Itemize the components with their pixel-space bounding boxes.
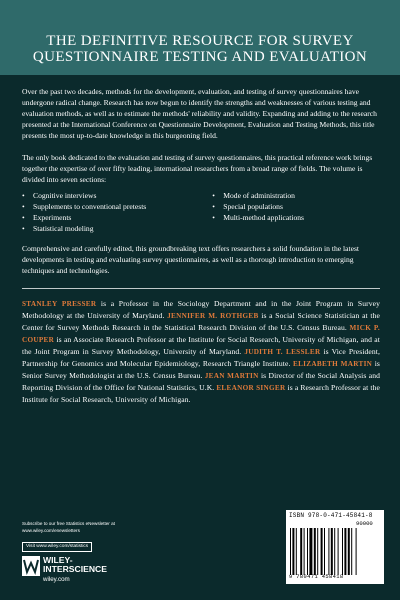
newsletter-text: Subscribe to our free Statistics eNewsletter at [22, 521, 115, 526]
section-item: • Cognitive interviews [22, 190, 146, 201]
author-bio-text: is an Associate Research Professor at the Institute for Social Research, University of Michigan, and at the Joint Program in Survey Methodology, University of Maryland. [22, 335, 380, 356]
overview-paragraph: The only book dedicated to the evaluation and testing of survey questionnaires, this practical reference work brings together the expertise of over fifty leading, international researchers from a broad range of fields. The volume is divided into seven sections: [22, 153, 373, 184]
author-name: ELIZABETH MARTIN [292, 360, 373, 368]
author-name: JUDITH T. LESSLER [244, 348, 321, 356]
sections-list-left [22, 190, 146, 234]
author-bio-text: is a Professor in the Sociology Department and in the Joint Program in Survey Methodology at the University of Maryland. [22, 299, 380, 320]
section-item: • Experiments [22, 212, 146, 223]
author-name: MICK P. COUPER [22, 324, 380, 344]
wiley-w-icon [22, 556, 40, 576]
main-content [22, 86, 380, 405]
intro-paragraph: Over the past two decades, methods for the development, evaluation, and testing of survey questionnaires have undergone radical change. Research has now begun to identify the strengths and weaknesses of various testing and evaluation methods, as well as to estimate the methods' reliability and validity. Expanding and adding to the research presented at the International Conference on Questionnaire Development, Evaluation and Testing Methods, this title presents the most up-to-date knowledge in this burgeoning field. [22, 87, 377, 140]
header-title-line2: QUESTIONNAIRE TESTING AND EVALUATION [32, 49, 368, 65]
author-name: ELEANOR SINGER [216, 384, 286, 392]
header-banner [0, 0, 400, 75]
newsletter-link[interactable]: www.wiley.com/enewsletters [22, 527, 80, 533]
author-bio-text: is Director of the Social Analysis and Reporting Division of the Office for National Statistics, U.K. [22, 371, 381, 392]
publisher-logo [22, 556, 222, 576]
author-name: JENNIFER M. ROTHGEB [167, 312, 259, 320]
isbn-barcode [286, 510, 384, 584]
author-bio-text: is Senior Survey Methodologist at the U.S. Census Bureau. [22, 359, 380, 380]
sections-list [22, 190, 322, 234]
barcode-number: 9 780471 458418 [289, 574, 344, 580]
author-name: JEAN MARTIN [204, 372, 259, 380]
price-code: 90000 [356, 520, 373, 527]
logo-url: wiley.com [43, 576, 70, 583]
author-bio-text: is a Social Science Statistician at the Center for Survey Methods Research in the Statistical Research Division of the U.S. Census Bureau. [22, 311, 380, 332]
header-title-line1: THE DEFINITIVE RESOURCE FOR SURVEY [46, 33, 354, 49]
section-item: • Supplements to conventional pretests [22, 201, 146, 212]
logo-text-line1: WILEY- [43, 555, 73, 565]
publisher-footer [22, 521, 222, 583]
logo-text-line2: INTERSCIENCE [43, 564, 107, 574]
section-item: • Statistical modeling [22, 223, 146, 234]
section-item: • Special populations [212, 201, 304, 212]
summary-paragraph: Comprehensive and carefully edited, this groundbreaking text offers researchers a solid foundation in the latest developments in testing and evaluating survey questionnaires, as well as a thorough introduction to emerging techniques and technologies. [22, 244, 360, 275]
isbn-number: ISBN 978-0-471-45841-8 [289, 512, 373, 519]
barcode-bars [290, 528, 378, 575]
author-bio-text: is Vice President, Partnership for Genomics and Molecular Epidemiology, Research Triangle Institute. [22, 347, 381, 368]
visit-link[interactable]: Visit www.wiley.com/statistics [22, 542, 92, 552]
author-bios [22, 298, 380, 405]
author-name: STANLEY PRESSER [22, 300, 97, 308]
divider [22, 288, 380, 289]
sections-list-right [212, 190, 304, 234]
section-item: • Mode of administration [212, 190, 304, 201]
section-item: • Multi-method applications [212, 212, 304, 223]
author-bio-text: is a Research Professor at the Institute for Social Research, University of Michigan. [22, 383, 380, 404]
